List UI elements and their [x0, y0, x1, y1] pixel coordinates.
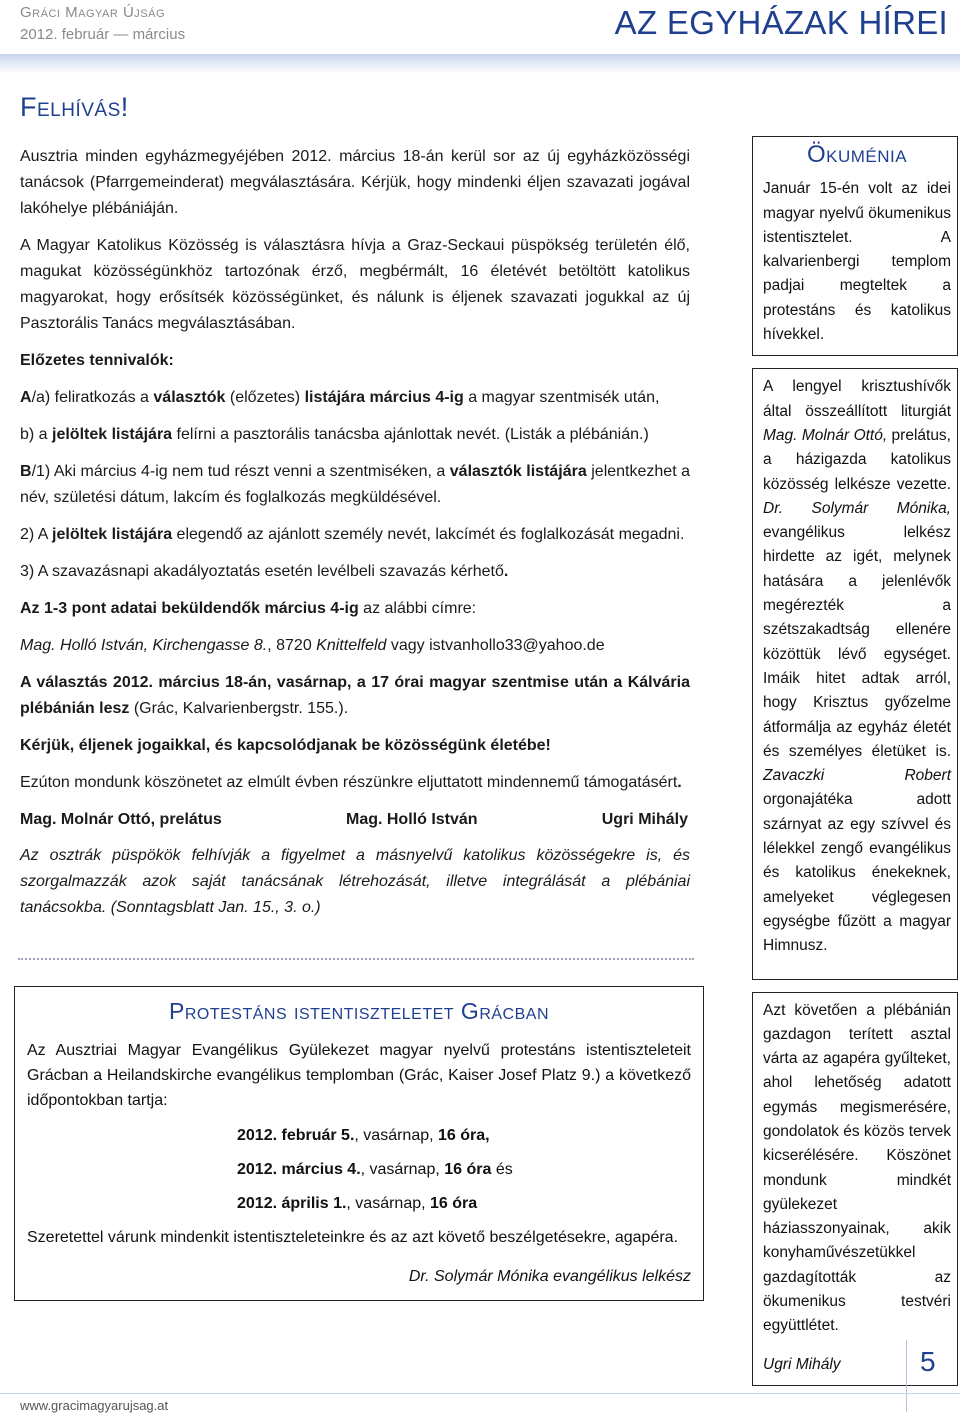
thanks-dot: . — [677, 774, 682, 791]
protestant-heading: Protestáns istentiszteletet Grácban — [169, 998, 549, 1024]
date-time: 16 óra — [444, 1161, 492, 1178]
signer: Mag. Holló István — [345, 811, 478, 828]
step-2 — [20, 522, 690, 548]
signatures — [20, 807, 690, 833]
election-bold: A választás 2012. március 18-án, vasárnap, a 17 órai magyar szentmise után a Kálvária plébánián lesz — [20, 674, 690, 717]
send-bold: Az 1-3 pont adatai beküldendők március 4-ig — [20, 600, 359, 617]
service-date — [237, 1191, 691, 1216]
ecumenism-signature: Ugri Mihály — [763, 1355, 841, 1373]
ecumenism-paragraph: Január 15-én volt az idei magyar nyelvű ökumenikus istentisztelet. A kalvarienbergi templom padjai megteltek a protestáns és katolikus hívekkel. — [763, 180, 951, 344]
ecumenism-name: Mag. Molnár Ottó, — [763, 426, 888, 444]
step-a-prefix: A — [20, 389, 32, 406]
date-tail: és — [491, 1161, 513, 1178]
ecumenism-name: Dr. Solymár Mónika, — [763, 499, 951, 517]
date-day: , vasárnap, — [354, 1127, 439, 1144]
protestant-intro: Az Ausztriai Magyar Evangélikus Gyülekezet magyar nyelvű protestáns istentiszteleteit Grácban a Heilandskirche evangélikus templomban (Grác, Kaiser Josef Platz 9.) a következő időpontokban tartja: — [27, 1042, 691, 1109]
ecumenism-text: evangélikus lelkész hirdette az igét, melynek hatására a jelenlévők megérezték a szétszakadtság ellenére közöttük lévő egységet. Imáik hitet adtak arról, hogy Krisztus győzelme átformálja az egyház életét és személyes életüket is. — [763, 524, 951, 760]
call-intro: Ausztria minden egyházmegyéjében 2012. március 18-án kerül sor az új egyházközösségi tanácsok (Pfarrgemeinderat) megválasztására. Kérjük, hogy mindenki éljen szavazati jogával lakóhelye plébániáján. — [20, 148, 690, 217]
section-title: AZ EGYHÁZAK HÍREI — [614, 4, 948, 41]
step-B1 — [20, 459, 690, 511]
step-3-text: 3) A szavazásnapi akadályoztatás esetén levélbeli szavazás kérhető — [20, 563, 504, 580]
page-number-rule — [906, 1340, 907, 1412]
prelim-heading: Előzetes tennivalók: — [20, 352, 174, 369]
step-3 — [20, 559, 690, 585]
mailing-address — [20, 633, 690, 659]
issue-date: 2012. február — március — [20, 26, 186, 43]
election-text: (Grác, Kalvarienbergstr. 155.). — [129, 700, 349, 717]
step-3-dot: . — [503, 563, 509, 580]
ecumenism-text: prelátus, a házigazda katolikus közösség lelkésze vezette. — [763, 426, 951, 493]
step-b-text: b) a — [20, 426, 53, 443]
ecumenism-paragraph — [763, 375, 951, 958]
thanks-text: Ezúton mondunk köszönetet az elmúlt évben részünkre eljuttatott mindennemű támogatásért — [20, 774, 678, 791]
date-value: 2012. február 5. — [237, 1127, 355, 1144]
step-a-text: /a) feliratkozás a — [31, 389, 154, 406]
ecumenism-name: Zavaczki Robert — [763, 767, 951, 785]
thanks — [20, 770, 690, 796]
date-day: , vasárnap, — [360, 1161, 445, 1178]
address-email: vagy istvanhollo33@yahoo.de — [386, 637, 605, 654]
step-a-bold: választók — [153, 389, 226, 406]
send-text: az alábbi címre: — [358, 600, 477, 617]
step-2-text: elegendő az ajánlott személy nevét, lakcímét és foglalkozását megadni. — [172, 526, 685, 543]
step-a-text: (előzetes) — [225, 389, 305, 406]
date-value: 2012. március 4. — [237, 1161, 361, 1178]
protestant-box — [14, 986, 704, 1301]
send-instruction — [20, 596, 690, 622]
step-a-bold: listájára március 4-ig — [304, 389, 464, 406]
address-text: , 8720 — [267, 637, 317, 654]
ecumenism-heading: Ökuménia — [806, 141, 908, 168]
newspaper-name: Gráci Magyar Újság — [20, 4, 166, 21]
bishops-quote: Az osztrák püspökök felhívják a figyelmet a másnyelvű katolikus közösségekre is, és szorgalmazzák azok saját tanácsának létrehozását, illetve integrálását a plébániai tanácsokba. (Sonntagsblatt Jan. 15., 3. o.) — [20, 847, 690, 916]
call-heading: Felhívás! — [20, 92, 129, 122]
date-tail: , — [485, 1127, 490, 1144]
ecumenism-box-continued — [752, 368, 958, 979]
call-article — [20, 144, 690, 921]
protestant-signature: Dr. Solymár Mónika evangélikus lelkész — [408, 1268, 691, 1285]
dotted-divider — [18, 958, 694, 960]
ecumenism-sidebar — [752, 136, 958, 1386]
ecumenism-box — [752, 136, 958, 356]
date-time: 16 óra — [430, 1195, 478, 1212]
step-B1-bold: választók listájára — [449, 463, 587, 480]
protestant-closing: Szeretettel várunk mindenkit istentiszteleteinkre és az azt követő beszélgetésekre, agapéra. — [27, 1229, 679, 1246]
address-name: Mag. Holló István, Kirchengasse 8. — [20, 637, 268, 654]
service-date — [237, 1123, 691, 1148]
step-a — [20, 385, 690, 411]
ecumenism-text: A lengyel krisztushívők által összeállított liturgiát — [763, 378, 951, 420]
website-url: www.gracimagyarujsag.at — [20, 1398, 169, 1413]
ecumenism-text: orgonajátéka adott szárnyat az egy szívvel és lélekkel zengő evangélikus és katolikus énekeknek, amelyeket véglegesen egységbe fűzött a magyar Himnusz. — [763, 791, 951, 955]
step-b-text: felírni a pasztorális tanácsba ajánlottak nevét. (Listák a plébánián.) — [172, 426, 649, 443]
call-paragraph: A Magyar Katolikus Közösség is választásra hívja a Graz-Seckaui püspökség területén élő, magukat közösségünkhöz tartozónak érző, megbérmált, 16 életévét betöltött katolikus magyarokat, hogy erősítsék közösségünket, és nálunk is éljenek szavazati jogukkal az új Pasztorális Tanács megválasztásában. — [20, 237, 690, 332]
signer: Ugri Mihály — [601, 811, 688, 828]
step-B1-text: jelentkezhet a név, születési dátum, lakcím és foglalkozás megküldésével. — [20, 463, 691, 506]
address-city: Knittelfeld — [316, 637, 387, 654]
service-date — [237, 1157, 691, 1182]
step-b — [20, 422, 690, 448]
service-dates — [237, 1123, 691, 1216]
step-2-text: 2) A — [20, 526, 53, 543]
ecumenism-paragraph: Azt követően a plébánián gazdagon terített asztal várta az agapéra gyűlteket, ahol lehetőség adatott egymás megismerésére, gondolatok és közös tervek kicserélésére. Köszönet mondunk mindkét gyülekezet háziasszonyainak, akik konyhaművészetükkel gazdagították az ökumenikus testvéri együttlétet. — [763, 1001, 951, 1335]
date-value: 2012. április 1. — [237, 1195, 347, 1212]
call-to-action: Kérjük, éljenek jogaikkal, és kapcsolódjanak be közösségünk életébe! — [20, 737, 551, 754]
ecumenism-box-continued — [752, 992, 958, 1386]
step-B1-text: /1) Aki március 4-ig nem tud részt venni a szentmiséken, a — [31, 463, 450, 480]
date-time: 16 óra — [438, 1127, 486, 1144]
step-b-bold: jelöltek listájára — [52, 426, 173, 443]
step-a-text: a magyar szentmisék után, — [463, 389, 660, 406]
header-divider — [0, 54, 960, 74]
signer: Mag. Molnár Ottó, prelátus — [20, 811, 222, 828]
footer-rule — [0, 1393, 960, 1394]
step-2-bold: jelöltek listájára — [52, 526, 173, 543]
election-info — [20, 670, 690, 722]
page-number: 5 — [920, 1346, 936, 1377]
date-day: , vasárnap, — [346, 1195, 431, 1212]
step-B1-prefix: B — [20, 463, 32, 480]
